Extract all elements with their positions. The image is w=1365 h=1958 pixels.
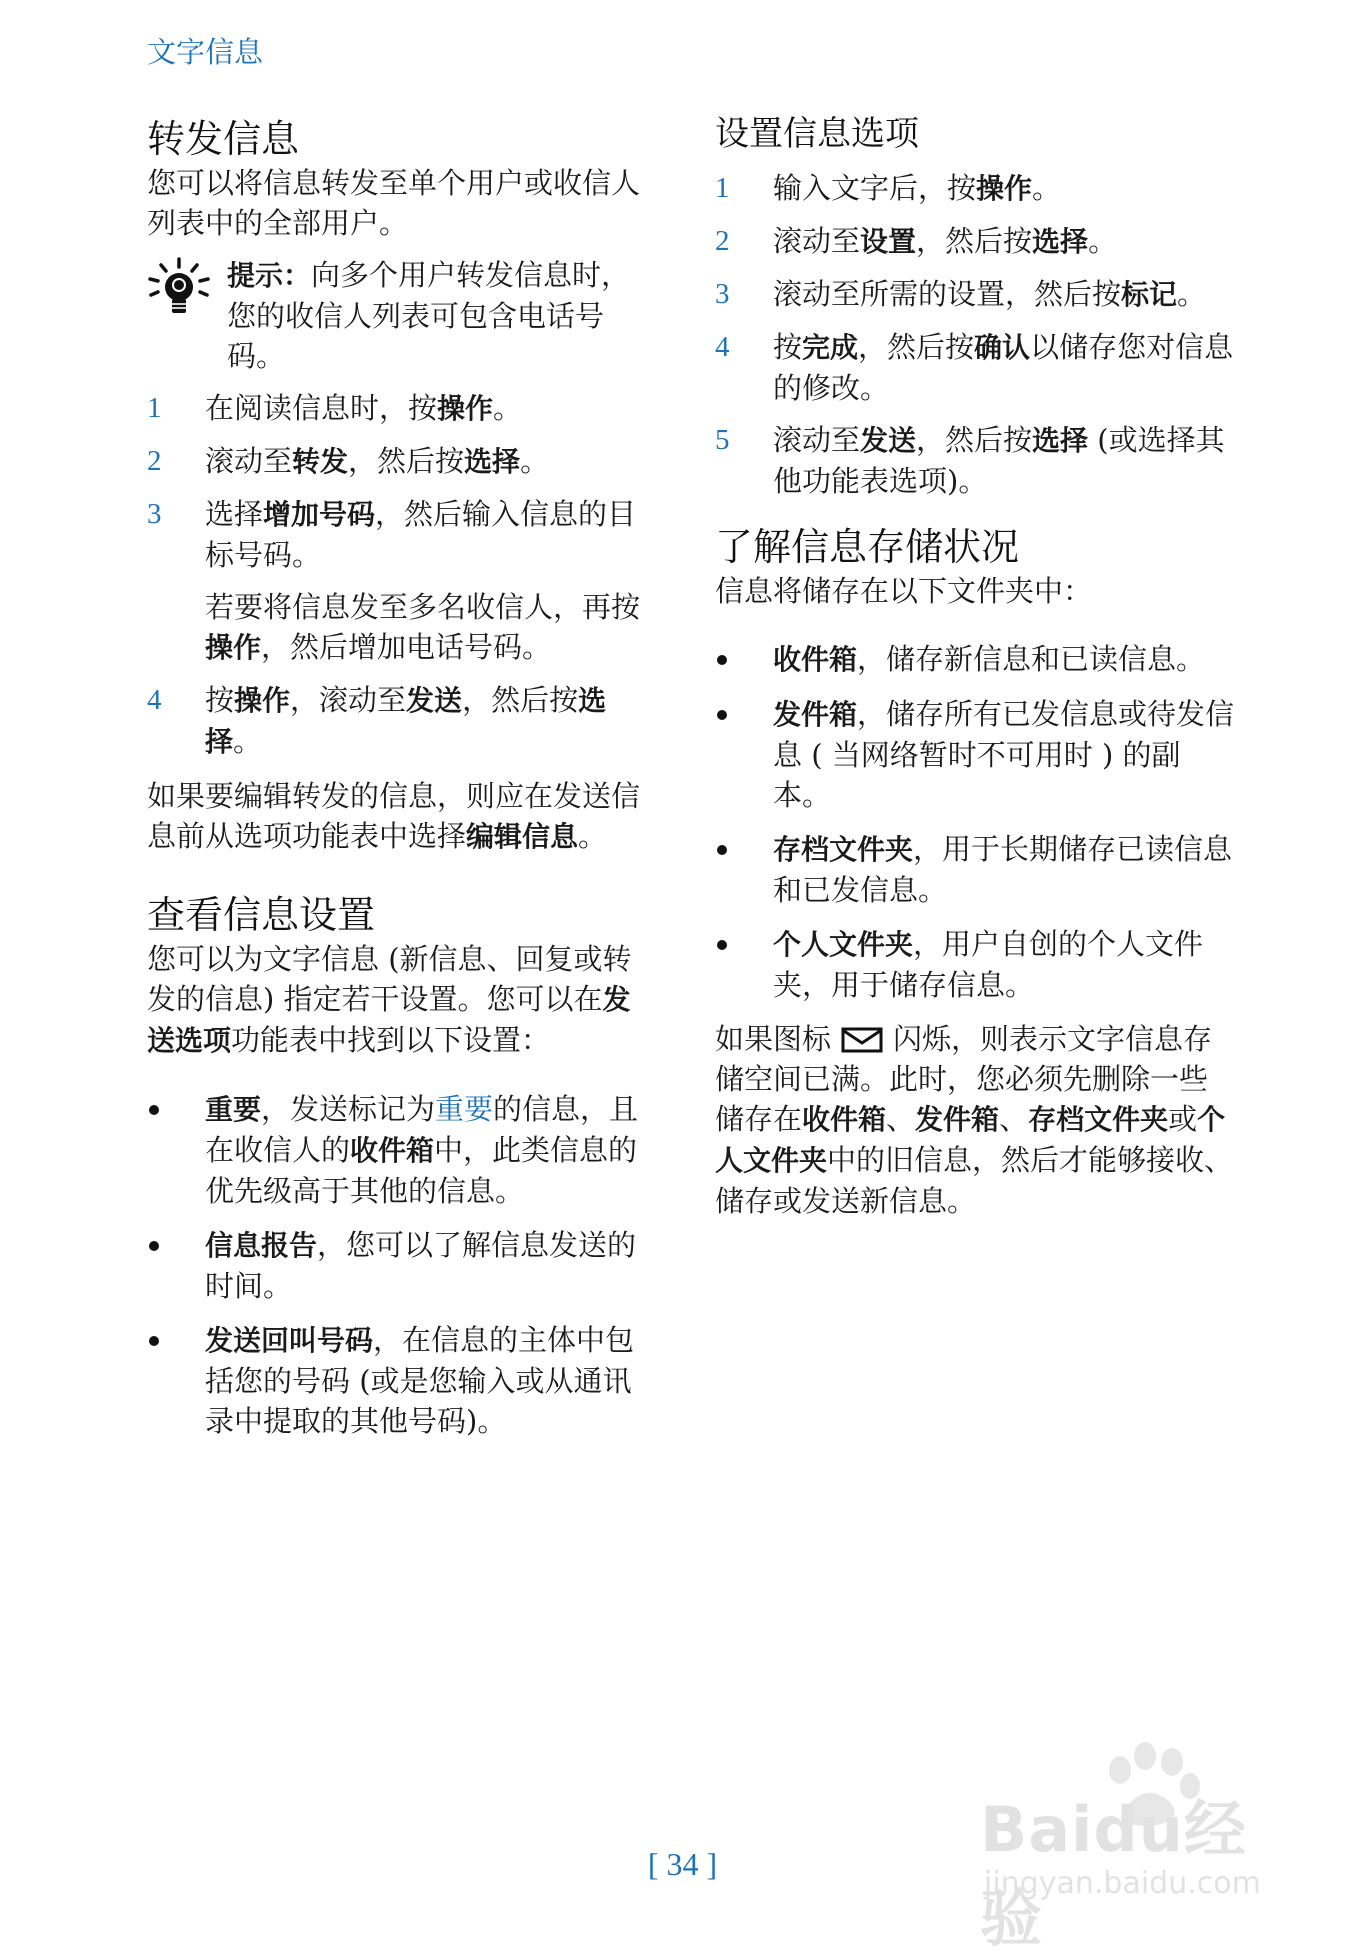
step-bold: 发送 <box>860 424 917 457</box>
step-bold: 发送 <box>406 684 463 717</box>
bullet-text: ，发送标记为 <box>261 1092 436 1126</box>
step-text: 按 <box>773 330 803 364</box>
step-text: 滚动至 <box>205 444 293 478</box>
step-text: ，然后按 <box>348 444 465 478</box>
note-bold: 发件箱 <box>915 1103 1000 1136</box>
list-item <box>715 924 1235 1005</box>
step-text: 若要将信息发至多名收信人，再按 <box>205 590 641 624</box>
step-bold: 转发 <box>292 445 349 478</box>
note-bold: 个人文件夹 <box>715 1103 1226 1177</box>
step-text: 滚动至 <box>773 224 861 258</box>
step-text: 按 <box>205 683 235 717</box>
step-number: 2 <box>147 445 162 477</box>
note-bold: 编辑信息 <box>466 820 579 853</box>
storage-full-note <box>715 1019 1235 1221</box>
step-number: 1 <box>715 172 730 204</box>
step-text: 。 <box>233 724 263 758</box>
section-title-view-settings: 查看信息设置 <box>147 893 376 937</box>
bullet-bold: 个人文件夹 <box>773 928 914 961</box>
step-text: 以储存您对信息的修改。 <box>773 330 1234 405</box>
step-number: 3 <box>715 278 730 310</box>
list-item <box>147 1089 657 1211</box>
watermark <box>960 1740 1300 1955</box>
view-settings-intro <box>147 939 657 1061</box>
step-text: 。 <box>1177 277 1207 311</box>
edit-note <box>147 776 657 857</box>
tip-label: 提示： <box>227 259 312 292</box>
right-column <box>715 112 1235 1221</box>
step-text: 滚动至所需的设置，然后按 <box>773 277 1122 311</box>
step-text: ，然后按 <box>858 330 975 364</box>
bullet-bold: 发送回叫号码 <box>205 1324 374 1357</box>
step-text: 在阅读信息时，按 <box>205 391 438 425</box>
step-bold: 操作 <box>205 631 262 664</box>
bullet-bold: 发件箱 <box>773 698 858 731</box>
note-text: 、 <box>886 1102 916 1136</box>
step-bold: 标记 <box>1121 278 1178 311</box>
tip-text <box>227 255 657 376</box>
lightbulb-icon <box>147 255 227 323</box>
list-item <box>715 420 1235 501</box>
step-bold: 选择 <box>464 445 521 478</box>
options-steps <box>715 168 1235 501</box>
bullet-bold: 收件箱 <box>350 1134 435 1167</box>
tip-box <box>147 255 657 376</box>
bullet-dot <box>717 940 727 950</box>
list-item <box>147 1320 657 1441</box>
note-text: 、 <box>999 1102 1029 1136</box>
bullet-dot <box>717 655 727 665</box>
forward-steps <box>147 388 657 575</box>
bullet-dot <box>717 845 727 855</box>
step-text: ，然后按 <box>916 423 1033 457</box>
bullet-bold: 收件箱 <box>773 643 858 676</box>
bullet-text: 中，此类信息的优先级高于其他的信息。 <box>205 1133 638 1208</box>
bullet-dot <box>149 1336 159 1346</box>
forward-steps-continued <box>147 680 657 762</box>
step-text: ，然后输入信息的目标号码。 <box>205 497 637 572</box>
step-number: 1 <box>147 392 162 424</box>
bullet-bold: 信息报告 <box>205 1229 318 1262</box>
intro-text: 您可以为文字信息 (新信息、回复或转发的信息) 指定若干设置。您可以在 <box>147 942 632 1016</box>
bullet-bold: 存档文件夹 <box>773 833 914 866</box>
note-text: 。 <box>578 819 608 853</box>
step-bold: 选择 <box>1032 225 1089 258</box>
step-bold: 增加号码 <box>263 498 376 531</box>
list-item <box>715 694 1235 815</box>
page-number: [ 34 ] <box>647 1846 718 1882</box>
watermark-brand: Baidu经验 <box>980 1793 1247 1955</box>
note-bold: 存档文件夹 <box>1028 1103 1169 1136</box>
step-text: 输入文字后，按 <box>773 171 977 205</box>
bullet-text: ，储存所有已发信息或待发信息 ( 当网络暂时不可用时 ) 的副本。 <box>773 697 1235 812</box>
step-bold: 确认 <box>974 331 1031 364</box>
step-text: 。 <box>1032 171 1062 205</box>
note-bold: 收件箱 <box>802 1103 887 1136</box>
list-item <box>715 221 1235 262</box>
step-bold: 操作 <box>976 172 1033 205</box>
bullet-text: ，储存新信息和已读信息。 <box>857 642 1206 676</box>
tip-body: 向多个用户转发信息时，您的收信人列表可包含电话号码。 <box>227 258 631 373</box>
step-text: 滚动至 <box>773 423 861 457</box>
step-number: 5 <box>715 424 730 456</box>
envelope-icon <box>841 1023 883 1049</box>
watermark-url: jingyan.baidu.com <box>984 1866 1261 1901</box>
bullet-dot <box>149 1241 159 1251</box>
bullet-text: ，您可以了解信息发送的时间。 <box>205 1228 637 1303</box>
intro-bold: 发送选项 <box>147 983 631 1057</box>
bullet-text: ，在信息的主体中包括您的号码 (或是您输入或从通讯录中提取的其他号码)。 <box>205 1323 635 1438</box>
step-bold: 操作 <box>234 684 291 717</box>
list-item <box>147 441 657 482</box>
step-number: 4 <box>147 684 162 716</box>
settings-bullets <box>147 1089 657 1441</box>
step-text: ，然后增加电话号码。 <box>261 630 552 664</box>
bullet-text: 的信息，且在收信人的 <box>205 1092 639 1167</box>
step-bold: 操作 <box>437 392 494 425</box>
section-title-storage: 了解信息存储状况 <box>715 525 1020 569</box>
step-note <box>147 587 657 668</box>
list-item <box>715 829 1235 910</box>
left-column <box>147 115 657 1441</box>
step-number: 2 <box>715 225 730 257</box>
running-head: 文字信息 <box>147 35 264 69</box>
step-text: ，然后按 <box>462 683 579 717</box>
step-number: 4 <box>715 331 730 363</box>
step-text: ，然后按 <box>916 224 1033 258</box>
list-item <box>147 494 657 575</box>
list-item <box>715 274 1235 315</box>
note-text: 中的旧信息，然后才能够接收、储存或发送新信息。 <box>715 1143 1234 1218</box>
intro-text: 功能表中找到以下设置： <box>231 1023 551 1057</box>
step-text: (或选择其他功能表选项)。 <box>773 423 1225 498</box>
note-text: 或 <box>1168 1102 1198 1136</box>
list-item <box>147 680 657 762</box>
storage-intro: 信息将储存在以下文件夹中： <box>715 574 1093 608</box>
step-text: 。 <box>520 444 550 478</box>
section-title-forward: 转发信息 <box>147 117 300 161</box>
step-text: ，滚动至 <box>290 683 407 717</box>
bullet-text: ，用户自创的个人文件夹，用于储存信息。 <box>773 927 1204 1002</box>
bullet-dot <box>149 1105 159 1115</box>
list-item <box>715 639 1235 680</box>
note-text: 闪烁，则表示文字信息存储空间已满。此时，您必须先删除一些储存在 <box>715 1022 1213 1136</box>
important-link[interactable]: 重要 <box>435 1092 494 1126</box>
list-item <box>715 327 1235 408</box>
note-text: 如果图标 <box>715 1022 832 1056</box>
list-item <box>147 1225 657 1306</box>
step-number: 3 <box>147 498 162 530</box>
bullet-text: ，用于长期储存已读信息和已发信息。 <box>773 832 1233 907</box>
list-item <box>715 168 1235 209</box>
step-text: 。 <box>1088 224 1118 258</box>
step-text: 选择 <box>205 497 264 531</box>
storage-bullets <box>715 639 1235 1005</box>
step-text: 。 <box>493 391 523 425</box>
list-item <box>147 388 657 429</box>
step-bold: 选择 <box>1032 424 1089 457</box>
step-bold: 设置 <box>860 225 917 258</box>
section-title-options: 设置信息选项 <box>715 114 919 154</box>
note-text: 如果要编辑转发的信息，则应在发送信息前从选项功能表中选择 <box>147 779 641 853</box>
bullet-bold: 重要 <box>205 1093 262 1126</box>
bullet-dot <box>717 710 727 720</box>
forward-intro: 您可以将信息转发至单个用户或收信人列表中的全部用户。 <box>147 166 641 240</box>
step-bold: 完成 <box>802 331 859 364</box>
step-bold: 选择 <box>205 684 607 758</box>
